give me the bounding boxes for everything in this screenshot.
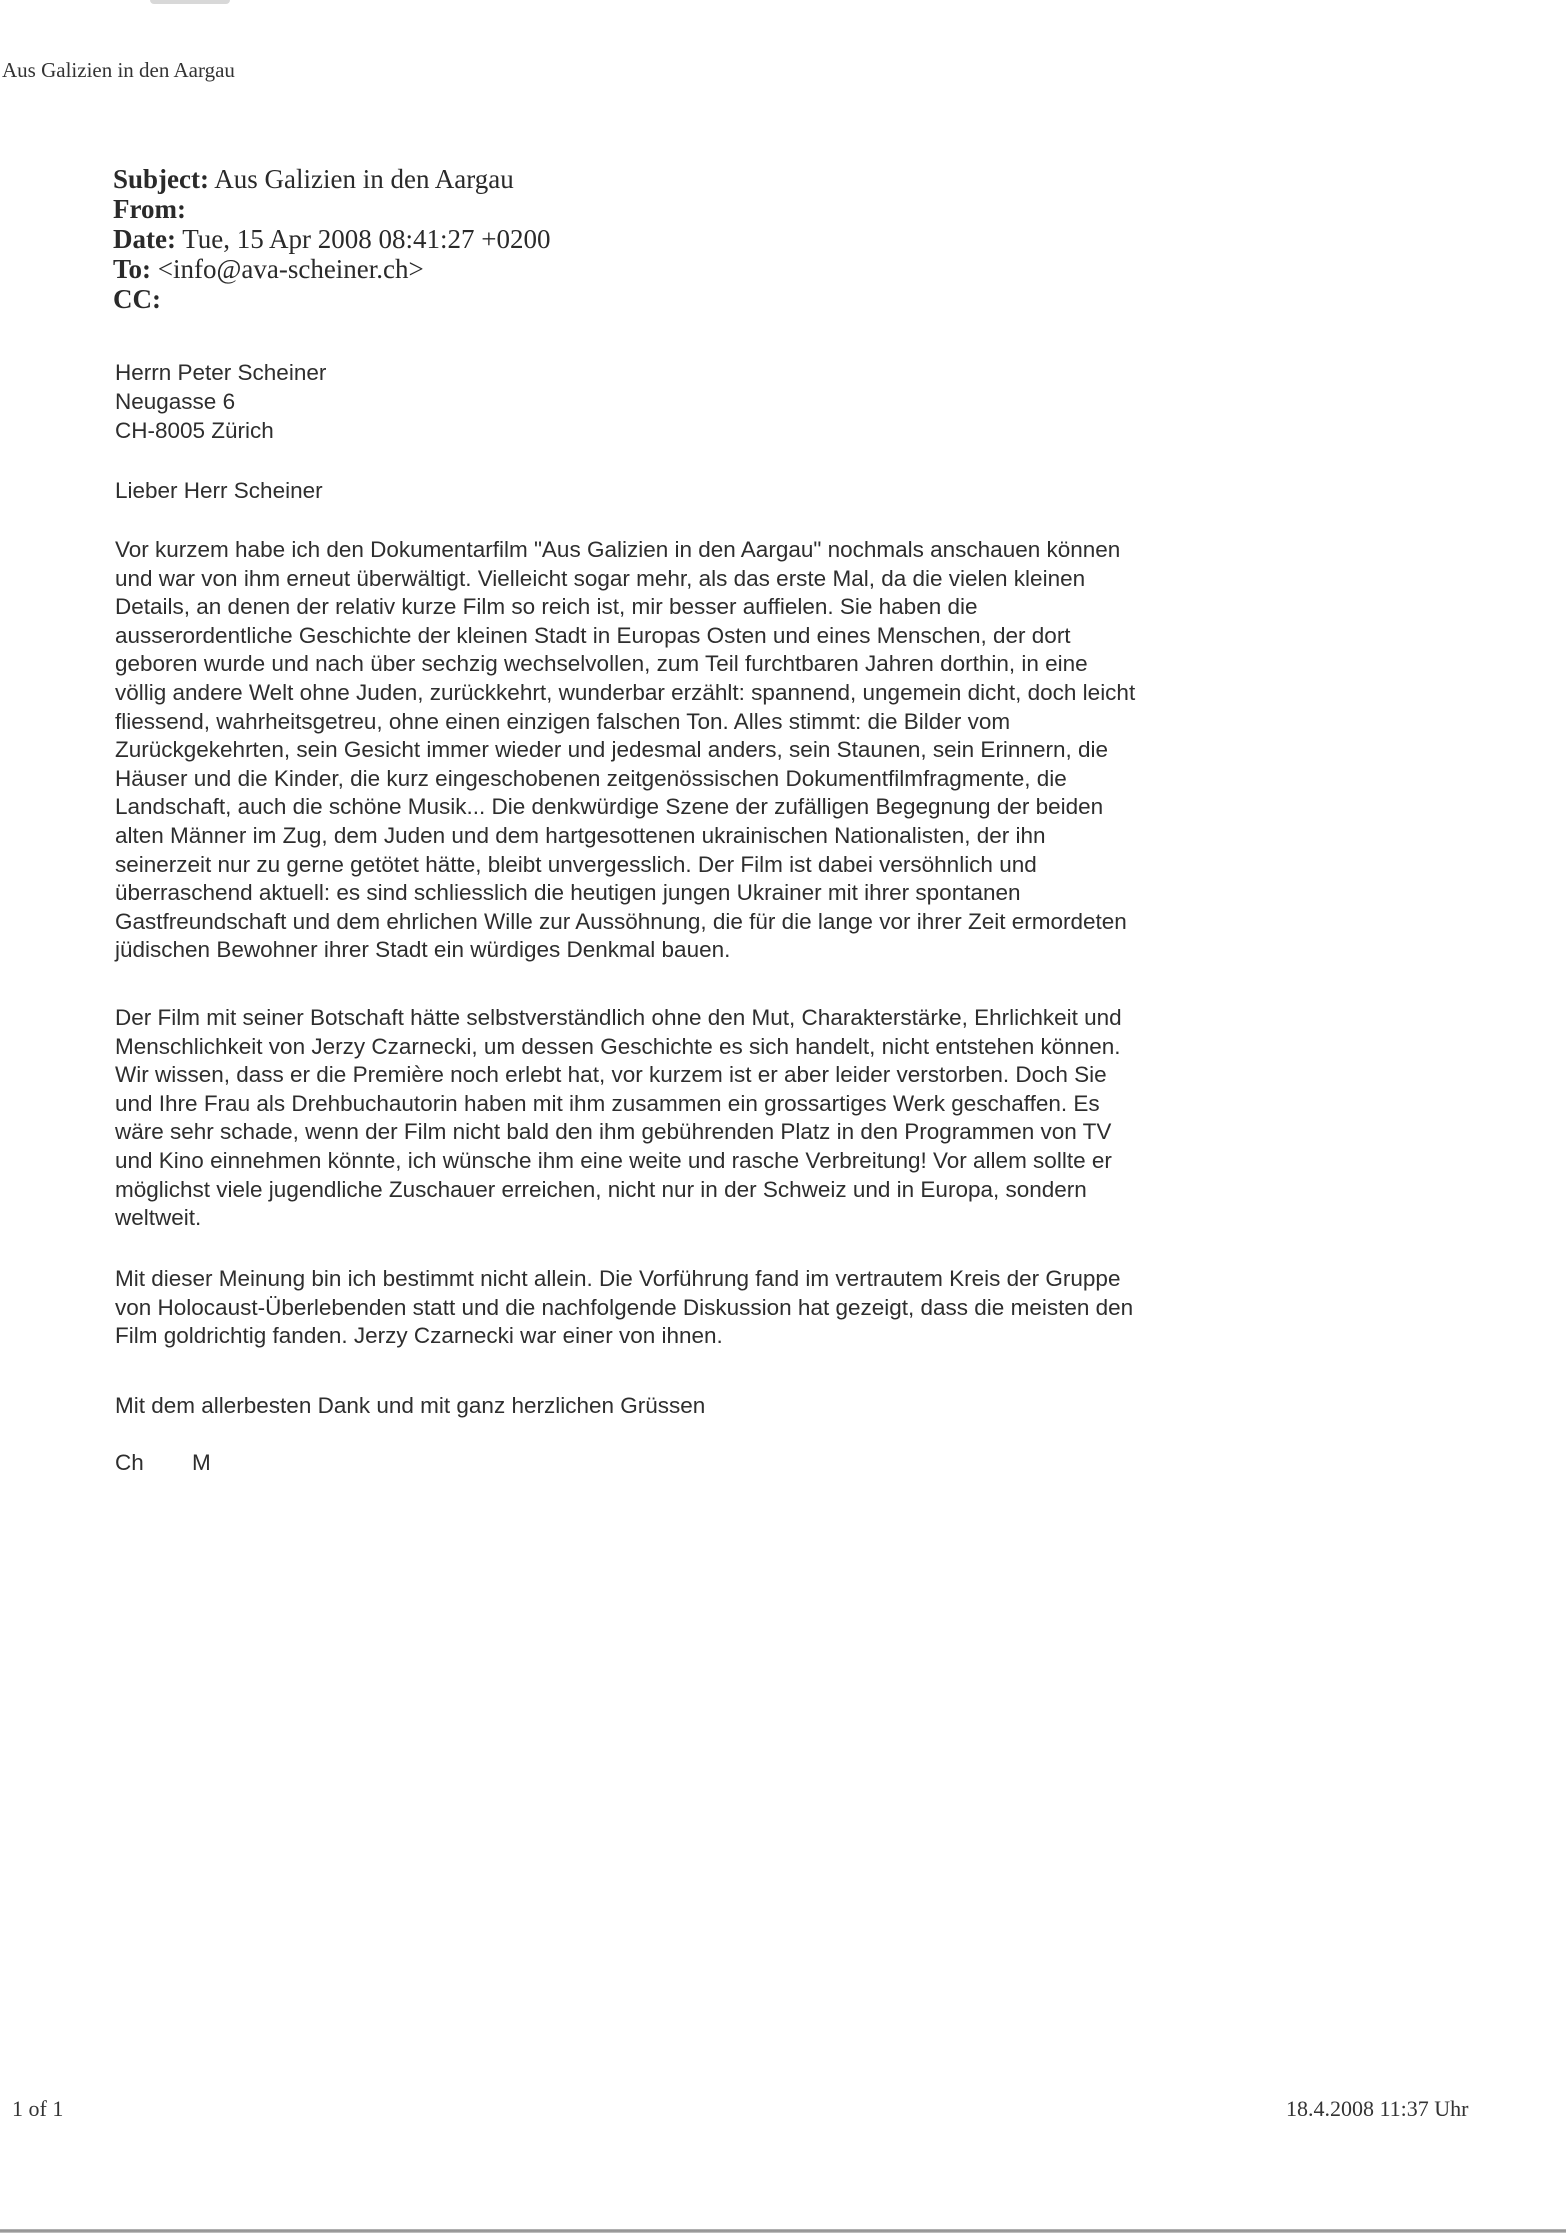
paragraph-line: fliessend, wahrheitsgetreu, ohne einen einzigen falschen Ton. Alles stimmt: die Bilder vom bbox=[115, 708, 1011, 734]
signature bbox=[115, 1450, 211, 1476]
paragraph-line: Details, an denen der relativ kurze Film so reich ist, mir besser auffielen. Sie haben die bbox=[115, 594, 978, 620]
greeting: Lieber Herr Scheiner bbox=[115, 478, 323, 503]
to-label: To: bbox=[113, 254, 152, 284]
date-value: Tue, 15 Apr 2008 08:41:27 +0200 bbox=[182, 224, 551, 254]
paragraph-line: Menschlichkeit von Jerzy Czarnecki, um dessen Geschichte es sich handelt, nicht entstehen können. bbox=[115, 1033, 1121, 1059]
paragraph-line: ausserordentliche Geschichte der kleinen Stadt in Europas Osten und eines Menschen, der dort bbox=[115, 622, 1071, 648]
paragraph-line: weltweit. bbox=[115, 1205, 202, 1231]
paragraph-line: Vor kurzem habe ich den Dokumentarfilm "Aus Galizien in den Aargau" nochmals anschauen können bbox=[115, 537, 1121, 562]
to-row bbox=[113, 254, 551, 284]
address-city: CH-8005 Zürich bbox=[115, 418, 274, 443]
paragraph-line: seinerzeit nur zu gerne getötet hätte, bleibt unvergesslich. Der Film ist dabei versöhnlich und bbox=[115, 851, 1037, 877]
paragraph-line: möglichst viele jugendliche Zuschauer erreichen, nicht nur in der Schweiz und in Europa, sondern bbox=[115, 1176, 1087, 1202]
from-row bbox=[113, 194, 551, 224]
paragraph-line: und Kino einnehmen könnte, ich wünsche ihm eine weite und rasche Verbreitung! Vor allem sollte er bbox=[115, 1147, 1112, 1173]
paragraph-line: geboren wurde und nach über sechzig wechselvollen, zum Teil furchtbaren Jahren dorthin, in eine bbox=[115, 651, 1088, 677]
paragraph-line: Der Film mit seiner Botschaft hätte selbstverständlich ohne den Mut, Charakterstärke, Ehrlichkeit und bbox=[115, 1005, 1122, 1030]
cc-label: CC: bbox=[113, 284, 161, 314]
scan-artifact bbox=[150, 0, 230, 4]
date-row bbox=[113, 224, 551, 254]
paragraph-line: überraschend aktuell: es sind schliesslich die heutigen jungen Ukrainer mit ihrer spontanen bbox=[115, 880, 1021, 906]
body-paragraph-3 bbox=[115, 1265, 1133, 1351]
cc-row bbox=[113, 284, 551, 314]
paragraph-line: Häuser und die Kinder, die kurz eingeschobenen zeitgenössischen Dokumentfilmfragmente, die bbox=[115, 765, 1067, 791]
subject-row bbox=[113, 164, 551, 194]
paragraph-line: Landschaft, auch die schöne Musik... Die denkwürdige Szene der zufälligen Begegnung der beiden bbox=[115, 794, 1104, 820]
subject-label: Subject: bbox=[113, 164, 209, 194]
closing-line: Mit dem allerbesten Dank und mit ganz herzlichen Grüssen bbox=[115, 1393, 706, 1418]
paragraph-line: jüdischen Bewohner ihrer Stadt ein würdiges Denkmal bauen. bbox=[115, 937, 731, 963]
date-label: Date: bbox=[113, 224, 176, 254]
paragraph-line: Film goldrichtig fanden. Jerzy Czarnecki war einer von ihnen. bbox=[115, 1323, 723, 1349]
email-header bbox=[113, 164, 551, 314]
document-title: Aus Galizien in den Aargau bbox=[2, 58, 235, 82]
paragraph-line: Zurückgekehrten, sein Gesicht immer wieder und jedesmal anders, sein Staunen, sein Erinnern, die bbox=[115, 737, 1109, 763]
paragraph-line: alten Männer im Zug, dem Juden und dem hartgesottenen ukrainischen Nationalisten, der ihn bbox=[115, 822, 1046, 848]
from-label: From: bbox=[113, 194, 186, 224]
address-street: Neugasse 6 bbox=[115, 389, 236, 414]
paragraph-line: und war von ihm erneut überwältigt. Vielleicht sogar mehr, als das erste Mal, da die vielen kleinen bbox=[115, 565, 1086, 591]
recipient-address bbox=[115, 358, 326, 445]
paragraph-line: von Holocaust-Überlebenden statt und die nachfolgende Diskussion hat gezeigt, dass die meisten den bbox=[115, 1294, 1134, 1320]
page-bottom-edge bbox=[0, 2229, 1566, 2233]
body-paragraph-1 bbox=[115, 536, 1135, 965]
paragraph-line: völlig andere Welt ohne Juden, zurückkehrt, wunderbar erzählt: spannend, ungemein dicht, doch leicht bbox=[115, 679, 1136, 705]
paragraph-line: Wir wissen, dass er die Première noch erlebt hat, vor kurzem ist er aber leider verstorben. Doch Sie bbox=[115, 1062, 1107, 1088]
paragraph-line: Mit dieser Meinung bin ich bestimmt nicht allein. Die Vorführung fand im vertrautem Kreis der Gruppe bbox=[115, 1266, 1121, 1291]
paragraph-line: Gastfreundschaft und dem ehrlichen Wille zur Aussöhnung, die für die lange vor ihrer Zeit ermordeten bbox=[115, 908, 1127, 934]
signature-last: M bbox=[192, 1450, 211, 1475]
signature-first: Ch bbox=[115, 1450, 144, 1475]
to-value: <info@ava-scheiner.ch> bbox=[157, 254, 424, 284]
paragraph-line: wäre sehr schade, wenn der Film nicht bald den ihm gebührenden Platz in den Programmen von TV bbox=[115, 1119, 1112, 1145]
page-indicator: 1 of 1 bbox=[12, 2096, 64, 2121]
address-name: Herrn Peter Scheiner bbox=[115, 360, 327, 385]
subject-value: Aus Galizien in den Aargau bbox=[214, 164, 514, 194]
body-paragraph-2 bbox=[115, 1004, 1122, 1233]
print-timestamp: 18.4.2008 11:37 Uhr bbox=[1286, 2096, 1469, 2121]
paragraph-line: und Ihre Frau als Drehbuchautorin haben mit ihm zusammen ein grossartiges Werk geschaffen. Es bbox=[115, 1090, 1100, 1116]
